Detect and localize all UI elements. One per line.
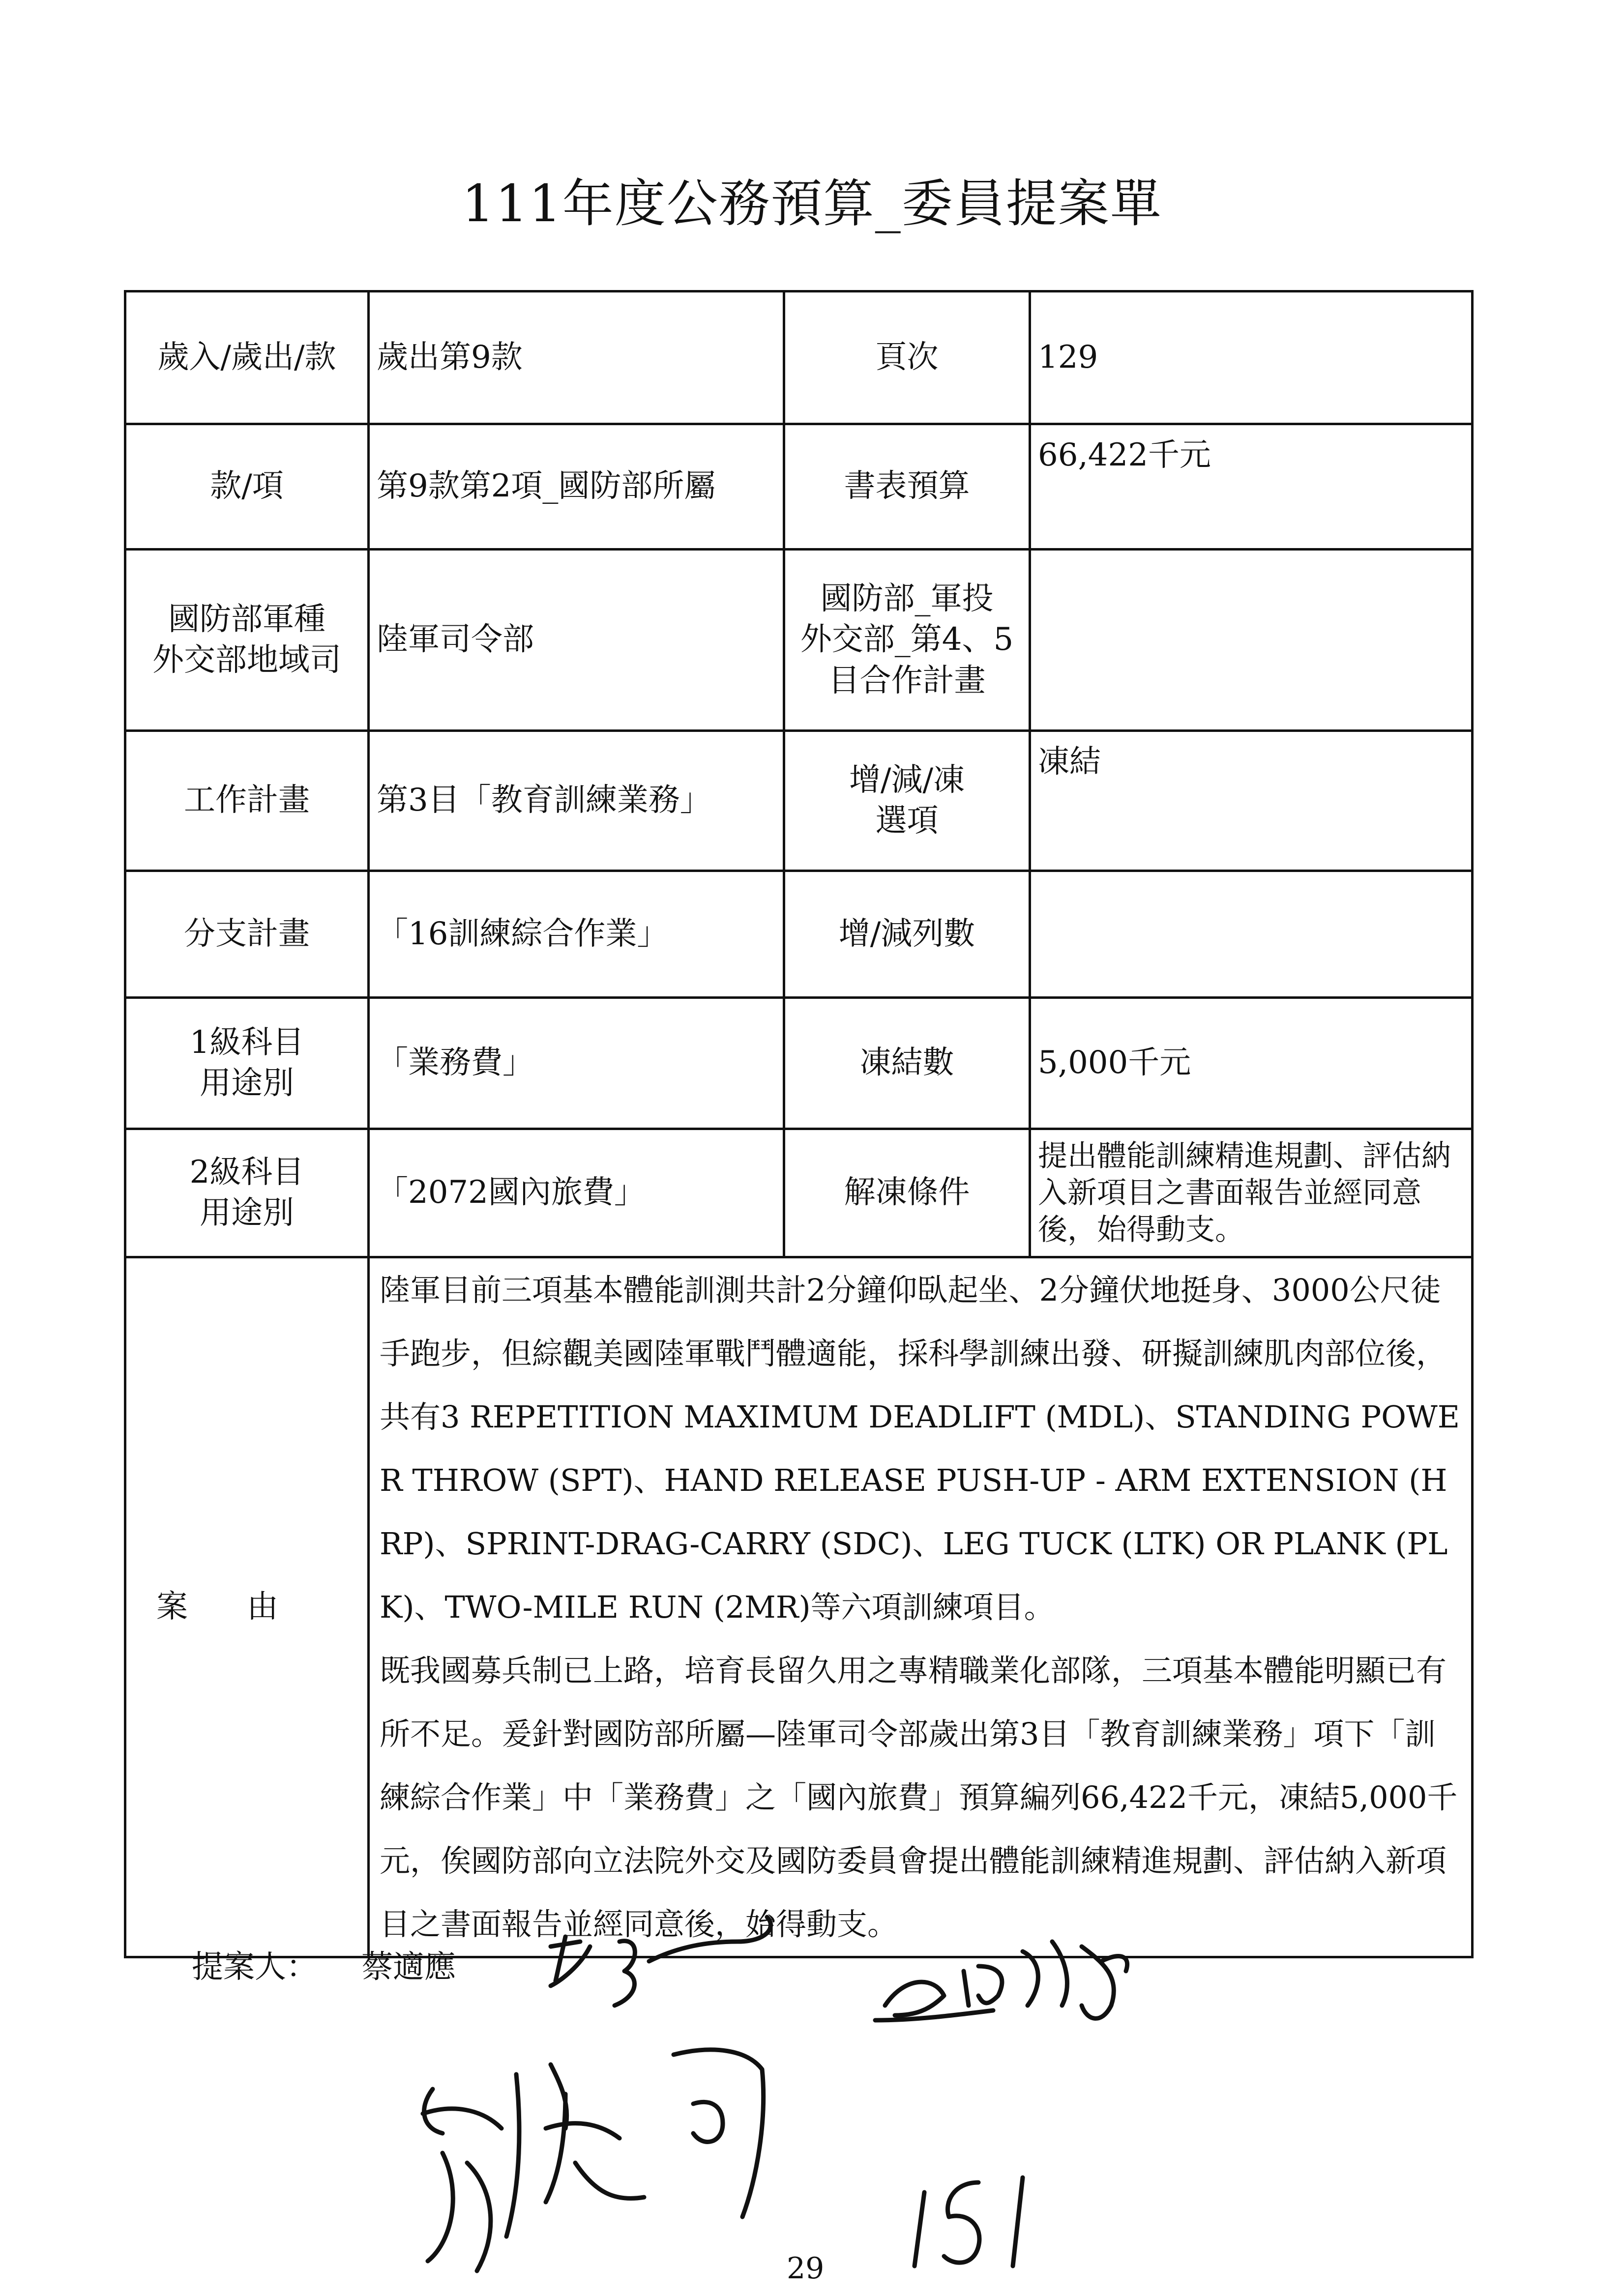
field-label: 增/減/凍 選項 [784, 731, 1030, 871]
field-value [1030, 871, 1473, 998]
proposer-name: 蔡適應 [361, 1949, 456, 1985]
field-label: 國防部_軍投 外交部_第4、5 目合作計畫 [784, 550, 1030, 731]
field-value: 「16訓練綜合作業」 [369, 871, 784, 998]
field-value: 第3目「教育訓練業務」 [369, 731, 784, 871]
field-label: 款/項 [125, 424, 369, 550]
table-row [125, 998, 1473, 1129]
field-value: 5,000千元 [1030, 998, 1473, 1129]
form-title: 111年度公務預算_委員提案單 [462, 174, 1162, 233]
reason-body [369, 1257, 1473, 1957]
field-value: 第9款第2項_國防部所屬 [369, 424, 784, 550]
signature-3 [423, 2050, 764, 2271]
field-label: 國防部軍種 外交部地域司 [125, 550, 369, 731]
page-number: 29 [787, 2251, 825, 2286]
reason-paragraph: 既我國募兵制已上路，培育長留久用之專精職業化部隊，三項基本體能明顯已有所不足。爰針對國防部所屬—陸軍司令部歲出第3目「教育訓練業務」項下「訓練綜合作業」中「業務費」之「國內旅費」預算編列66,422千元，凍結5,000千元，俟國防部向立法院外交及國防委員會提出體能訓練精進規劃、評估納入新項目之書面報告並經同意後，始得動支。 [380, 1653, 1458, 1942]
table-row [125, 1129, 1473, 1257]
field-label: 頁次 [784, 291, 1030, 424]
reason-paragraph: 陸軍目前三項基本體能訓測共計2分鐘仰臥起坐、2分鐘伏地挺身、3000公尺徒手跑步，但綜觀美國陸軍戰鬥體適能，採科學訓練出發、研擬訓練肌肉部位後，共有3 REPETITION MAXIMUM DEADLIFT (MDL)、STANDING POWER THROW (SPT)、HAND RELEASE PUSH-UP - ARM EXTENSION (HRP)、SPRINT-DRAG-CARRY (SDC)、LEG TUCK (LTK) OR PLANK (PLK)、TWO-MILE RUN (2MR)等六項訓練項目。 [380, 1272, 1460, 1625]
table-row [125, 291, 1473, 424]
field-label: 歲入/歲出/款 [125, 291, 369, 424]
table-row [125, 731, 1473, 871]
table-row [125, 1257, 1473, 1957]
field-value: 129 [1030, 291, 1473, 424]
table-row [125, 424, 1473, 550]
table-row [125, 871, 1473, 998]
field-label: 書表預算 [784, 424, 1030, 550]
handwritten-number [915, 2178, 1023, 2266]
field-value: 「業務費」 [369, 998, 784, 1129]
field-value: 歲出第9款 [369, 291, 784, 424]
field-label: 解凍條件 [784, 1129, 1030, 1257]
field-label: 1級科目 用途別 [125, 998, 369, 1129]
field-value: 提出體能訓練精進規劃、評估納入新項目之書面報告並經同意後，始得動支。 [1030, 1129, 1473, 1257]
reason-label: 案由 [125, 1257, 369, 1957]
field-label: 2級科目 用途別 [125, 1129, 369, 1257]
field-label: 工作計畫 [125, 731, 369, 871]
field-value: 「2072國內旅費」 [369, 1129, 784, 1257]
field-value [1030, 550, 1473, 731]
field-label: 分支計畫 [125, 871, 369, 998]
field-value: 陸軍司令部 [369, 550, 784, 731]
proposer-label: 提案人： [192, 1949, 318, 1985]
proposal-form-table [124, 290, 1474, 1958]
field-label: 增/減列數 [784, 871, 1030, 998]
table-row [125, 550, 1473, 731]
field-value: 66,422千元 [1030, 424, 1473, 550]
field-value: 凍結 [1030, 731, 1473, 871]
field-label: 凍結數 [784, 998, 1030, 1129]
